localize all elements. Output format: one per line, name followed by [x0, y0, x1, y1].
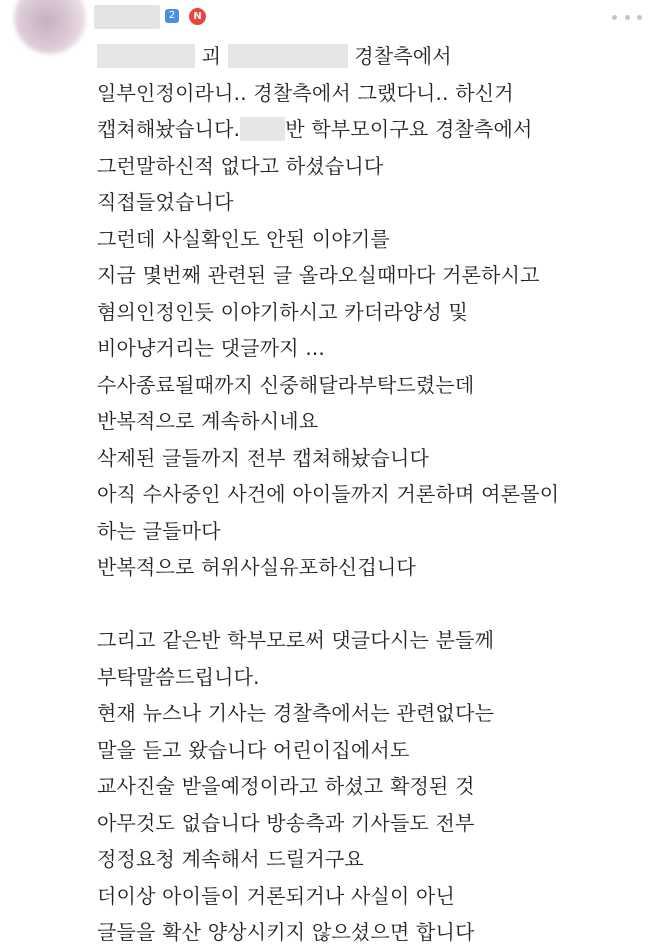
comment-line: 더이상 아이들이 거론되거나 사실이 아닌	[97, 883, 456, 908]
comment-line: 말을 듣고 왔습니다 어린이집에서도	[97, 737, 410, 762]
paragraph-break	[97, 586, 637, 623]
comment-text: 캡쳐해놨습니다.	[97, 117, 241, 141]
redacted-text	[240, 117, 285, 141]
comment-line: 정정요청 계속해서 드릴거구요	[97, 847, 364, 871]
comment-line: 반복적으로 허위사실유포하신겁니다	[97, 555, 416, 579]
comment-text: 경찰측에서	[354, 44, 452, 68]
member-grade-badge: 2	[165, 9, 179, 23]
comment-line: 그리고 같은반 학부모로써 댓글다시는 분들께	[97, 628, 495, 652]
comment-line	[97, 111, 637, 148]
more-dot-icon	[637, 15, 642, 20]
more-options-button[interactable]	[612, 10, 642, 24]
comment-line: 수사종료될때까지 신중해달라부탁드렸는데	[97, 372, 475, 397]
comment-header	[0, 0, 665, 40]
author-name-redacted[interactable]	[94, 5, 160, 29]
comment-line: 반복적으로 계속하시네요	[97, 409, 319, 433]
comment-line: 부탁말씀드립니다.	[97, 664, 260, 689]
more-dot-icon	[625, 15, 630, 20]
comment-line: 지금 몇번째 관련된 글 올라오실때마다 거론하시고	[97, 263, 540, 287]
comment-line: 교사진술 받을예정이라고 하셨고 확정된 것	[97, 774, 475, 798]
comment-text: 괴	[201, 44, 222, 68]
comment-line: 현재 뉴스나 기사는 경찰측에서는 관련없다는	[97, 701, 495, 725]
redacted-text	[97, 44, 195, 68]
comment-body	[97, 38, 637, 951]
comment-line: 혐의인정인듯 이야기하시고 카더라양성 및	[97, 299, 469, 324]
comment-line: 글들을 확산 양상시키지 않으셨으면 합니다	[97, 920, 475, 944]
comment-line: 하는 글들마다	[97, 518, 221, 543]
comment-line	[97, 38, 637, 75]
comment-line: 아무것도 없습니다 방송측과 기사들도 전부	[97, 810, 475, 835]
redacted-text	[228, 44, 348, 68]
comment-text: 반 학부모이구요 경찰측에서	[285, 117, 533, 141]
new-badge: N	[189, 8, 206, 25]
comment-line: 삭제된 글들까지 전부 캡쳐해놨습니다	[97, 445, 429, 470]
comment-line: 그런데 사실확인도 안된 이야기를	[97, 226, 390, 251]
comment-line: 비아냥거리는 댓글까지 ...	[97, 336, 325, 360]
more-dot-icon	[612, 15, 617, 20]
comment-line: 그런말하신적 없다고 하셨습니다	[97, 153, 384, 178]
comment-line: 일부인정이라니.. 경찰측에서 그랬다니.. 하신거	[97, 80, 514, 105]
avatar[interactable]	[14, 0, 86, 54]
comment-line: 아직 수사중인 사건에 아이들까지 거론하며 여론몰이	[97, 482, 560, 506]
comment-line: 직접들었습니다	[97, 190, 234, 214]
